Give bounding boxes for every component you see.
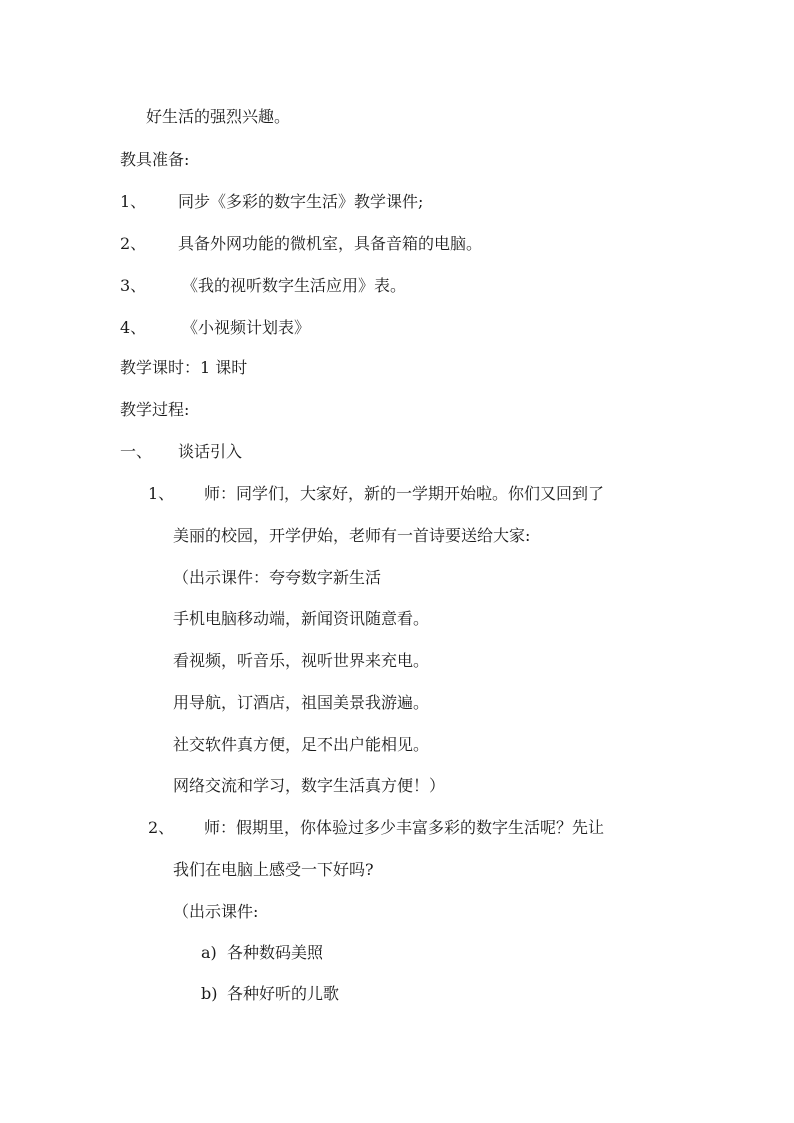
prep-item [120, 191, 423, 213]
prep-item-text: 同步《多彩的数字生活》教学课件; [178, 192, 424, 211]
section-number: 一、 [120, 442, 153, 461]
poem-line: （出示课件：夸夸数字新生活 [173, 568, 382, 587]
poem-line: 手机电脑移动端，新闻资讯随意看。 [173, 609, 430, 628]
step-line [148, 817, 604, 839]
sub-item-text: 各种数码美照 [227, 943, 324, 962]
sub-item-label: b) [201, 984, 218, 1003]
class-hours: 教学课时：1 课时 [120, 358, 248, 377]
prep-item-number: 4、 [120, 318, 147, 337]
sub-item-label: a) [201, 943, 217, 962]
sub-item [201, 942, 323, 964]
step-number: 1、 [148, 484, 175, 503]
poem-line: 网络交流和学习，数字生活真方便！） [173, 776, 446, 795]
process-heading: 教学过程: [120, 400, 190, 419]
prep-item-number: 1、 [120, 192, 147, 211]
prep-item-text: 《小视频计划表》 [182, 318, 311, 337]
prep-item [120, 317, 310, 339]
step-line-continuation: 我们在电脑上感受一下好吗? [173, 860, 374, 879]
step-line-continuation: 美丽的校园，开学伊始，老师有一首诗要送给大家: [173, 526, 531, 545]
prep-item [120, 233, 482, 255]
continuation-text: 好生活的强烈兴趣。 [146, 107, 291, 126]
poem-line: 看视频，听音乐，视听世界来充电。 [173, 651, 430, 670]
courseware-note: （出示课件: [173, 902, 259, 921]
prep-item-number: 3、 [120, 276, 147, 295]
sub-item [201, 983, 339, 1005]
poem-line: 用导航，订酒店，祖国美景我游遍。 [173, 693, 430, 712]
prep-item-text: 具备外网功能的微机室，具备音箱的电脑。 [178, 234, 483, 253]
poem-line: 社交软件真方便，足不出户能相见。 [173, 735, 430, 754]
sub-item-text: 各种好听的儿歌 [227, 984, 340, 1003]
prep-heading: 教具准备: [120, 150, 190, 169]
section-title: 谈话引入 [178, 442, 243, 461]
prep-item [120, 275, 406, 297]
prep-item-text: 《我的视听数字生活应用》表。 [182, 276, 407, 295]
prep-item-number: 2、 [120, 234, 147, 253]
section-heading [120, 441, 242, 463]
step-line [148, 483, 604, 505]
step-number: 2、 [148, 818, 175, 837]
step-text: 师：同学们，大家好，新的一学期开始啦。你们又回到了 [204, 484, 605, 503]
step-text: 师：假期里，你体验过多少丰富多彩的数字生活呢？先让 [204, 818, 605, 837]
